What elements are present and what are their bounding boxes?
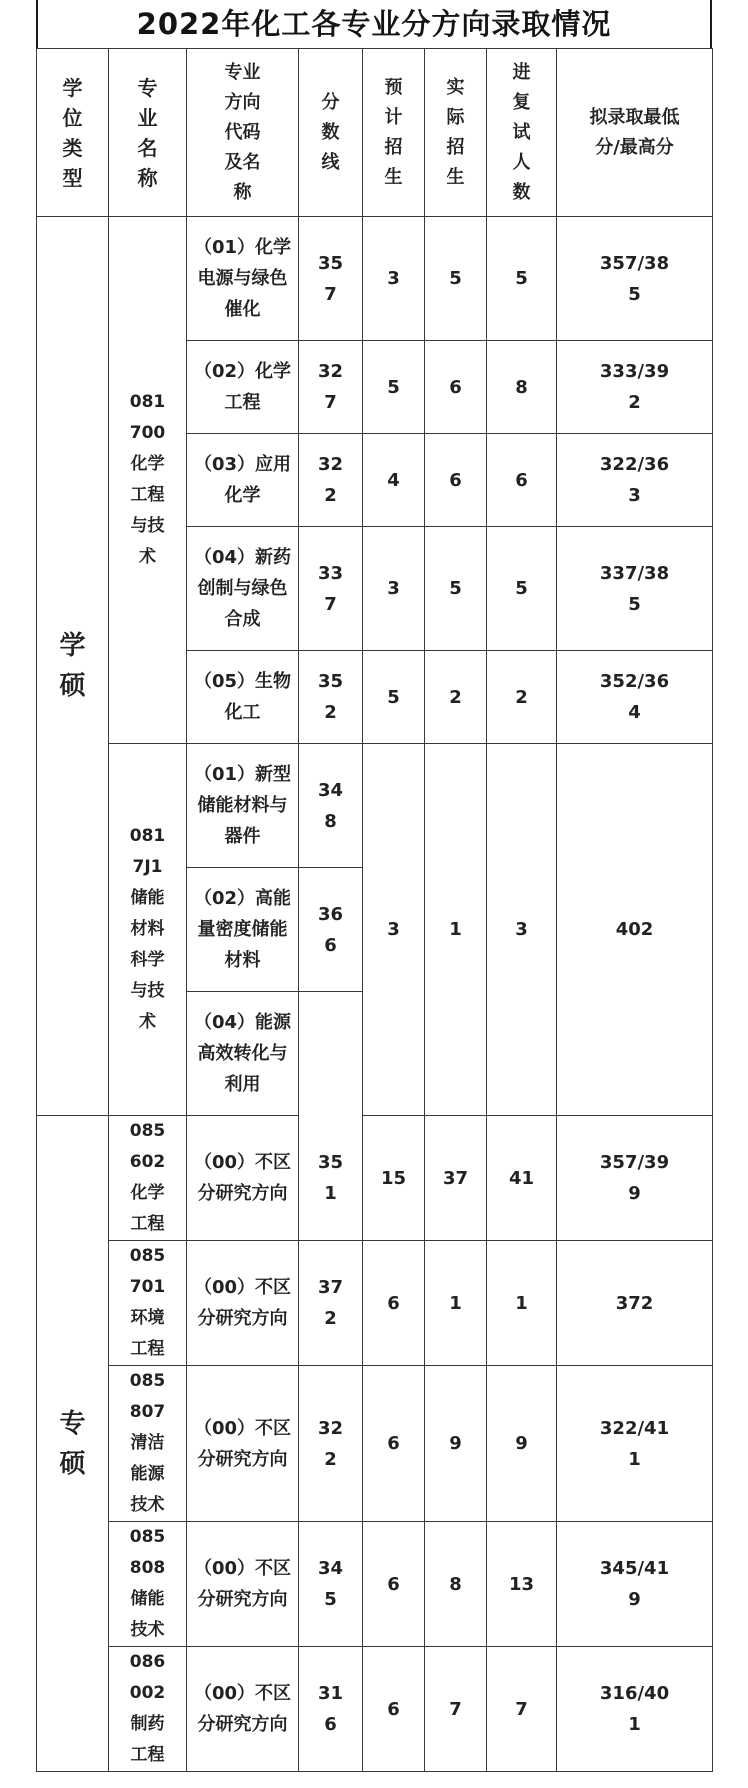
score-cell: 327 (299, 341, 363, 434)
score-cell: 372 (299, 1241, 363, 1366)
actual-cell: 6 (425, 434, 487, 527)
min-max-cell: 316/401 (557, 1647, 713, 1772)
interviewed-cell: 2 (487, 651, 557, 744)
direction-cell: （00）不区分研究方向 (187, 1241, 299, 1366)
min-max-cell: 357/385 (557, 217, 713, 341)
table-row (37, 744, 713, 868)
header-actual: 实际招生 (425, 49, 487, 217)
table-row (37, 217, 713, 341)
table-row (37, 1116, 713, 1241)
header-planned: 预计招生 (363, 49, 425, 217)
actual-cell: 5 (425, 527, 487, 651)
actual-cell: 5 (425, 217, 487, 341)
actual-cell: 2 (425, 651, 487, 744)
table-row (37, 1241, 713, 1366)
direction-cell: （05）生物化工 (187, 651, 299, 744)
planned-cell: 6 (363, 1647, 425, 1772)
planned-cell: 5 (363, 341, 425, 434)
direction-cell: （00）不区分研究方向 (187, 1647, 299, 1772)
min-max-cell: 357/399 (557, 1116, 713, 1241)
planned-cell: 3 (363, 217, 425, 341)
header-degree-type: 学位类型 (37, 49, 109, 217)
major-name-cell: 085602化学工程 (109, 1116, 187, 1241)
score-cell: 366 (299, 868, 363, 992)
interviewed-cell: 13 (487, 1522, 557, 1647)
score-cell: 357 (299, 217, 363, 341)
direction-cell: （00）不区分研究方向 (187, 1116, 299, 1241)
planned-cell: 5 (363, 651, 425, 744)
actual-cell: 37 (425, 1116, 487, 1241)
actual-cell: 1 (425, 744, 487, 1116)
degree-type-cell: 学硕 (37, 217, 109, 1116)
direction-cell: （04）新药创制与绿色合成 (187, 527, 299, 651)
direction-cell: （01）新型储能材料与器件 (187, 744, 299, 868)
header-direction: 专业方向代码及名称 (187, 49, 299, 217)
min-max-cell: 352/364 (557, 651, 713, 744)
planned-cell: 6 (363, 1522, 425, 1647)
min-max-cell: 345/419 (557, 1522, 713, 1647)
direction-cell: （00）不区分研究方向 (187, 1366, 299, 1522)
direction-cell: （04）能源高效转化与利用 (187, 992, 299, 1116)
interviewed-cell: 9 (487, 1366, 557, 1522)
actual-cell: 6 (425, 341, 487, 434)
major-name-cell: 081700化学工程与技术 (109, 217, 187, 744)
planned-cell: 3 (363, 744, 425, 1116)
direction-cell: （03）应用化学 (187, 434, 299, 527)
header-score-line: 分数线 (299, 49, 363, 217)
interviewed-cell: 3 (487, 744, 557, 1116)
major-name-cell: 085807清洁能源技术 (109, 1366, 187, 1522)
major-name-cell: 085808储能技术 (109, 1522, 187, 1647)
planned-cell: 3 (363, 527, 425, 651)
score-cell: 322 (299, 1366, 363, 1522)
score-cell: 352 (299, 651, 363, 744)
planned-cell: 15 (363, 1116, 425, 1241)
direction-cell: （00）不区分研究方向 (187, 1522, 299, 1647)
score-cell (299, 992, 363, 1116)
score-cell: 337 (299, 527, 363, 651)
direction-cell: （02）高能量密度储能材料 (187, 868, 299, 992)
major-name-cell: 085701环境工程 (109, 1241, 187, 1366)
actual-cell: 1 (425, 1241, 487, 1366)
planned-cell: 6 (363, 1366, 425, 1522)
interviewed-cell: 41 (487, 1116, 557, 1241)
actual-cell: 9 (425, 1366, 487, 1522)
table-row (37, 1647, 713, 1772)
interviewed-cell: 8 (487, 341, 557, 434)
header-major-name: 专业名称 (109, 49, 187, 217)
planned-cell: 4 (363, 434, 425, 527)
min-max-cell: 372 (557, 1241, 713, 1366)
min-max-cell: 337/385 (557, 527, 713, 651)
direction-cell: （02）化学工程 (187, 341, 299, 434)
header-min-max: 拟录取最低分/最高分 (557, 49, 713, 217)
score-cell: 348 (299, 744, 363, 868)
interviewed-cell: 5 (487, 217, 557, 341)
score-cell: 322 (299, 434, 363, 527)
actual-cell: 7 (425, 1647, 487, 1772)
header-row (37, 49, 713, 217)
planned-cell: 6 (363, 1241, 425, 1366)
interviewed-cell: 6 (487, 434, 557, 527)
page-title: 2022年化工各专业分方向录取情况 (36, 0, 712, 48)
admission-table (36, 48, 713, 1772)
interviewed-cell: 5 (487, 527, 557, 651)
table-row (37, 1366, 713, 1522)
direction-cell: （01）化学电源与绿色催化 (187, 217, 299, 341)
degree-type-cell: 专硕 (37, 1116, 109, 1772)
score-cell: 316 (299, 1647, 363, 1772)
major-name-cell: 086002制药工程 (109, 1647, 187, 1772)
score-cell: 351 (299, 1116, 363, 1241)
table-row (37, 1522, 713, 1647)
major-name-cell: 0817J1储能材料科学与技术 (109, 744, 187, 1116)
min-max-cell: 322/411 (557, 1366, 713, 1522)
min-max-cell: 333/392 (557, 341, 713, 434)
interviewed-cell: 1 (487, 1241, 557, 1366)
header-interviewed: 进复试人数 (487, 49, 557, 217)
min-max-cell: 322/363 (557, 434, 713, 527)
score-cell: 345 (299, 1522, 363, 1647)
interviewed-cell: 7 (487, 1647, 557, 1772)
min-max-cell: 402 (557, 744, 713, 1116)
actual-cell: 8 (425, 1522, 487, 1647)
